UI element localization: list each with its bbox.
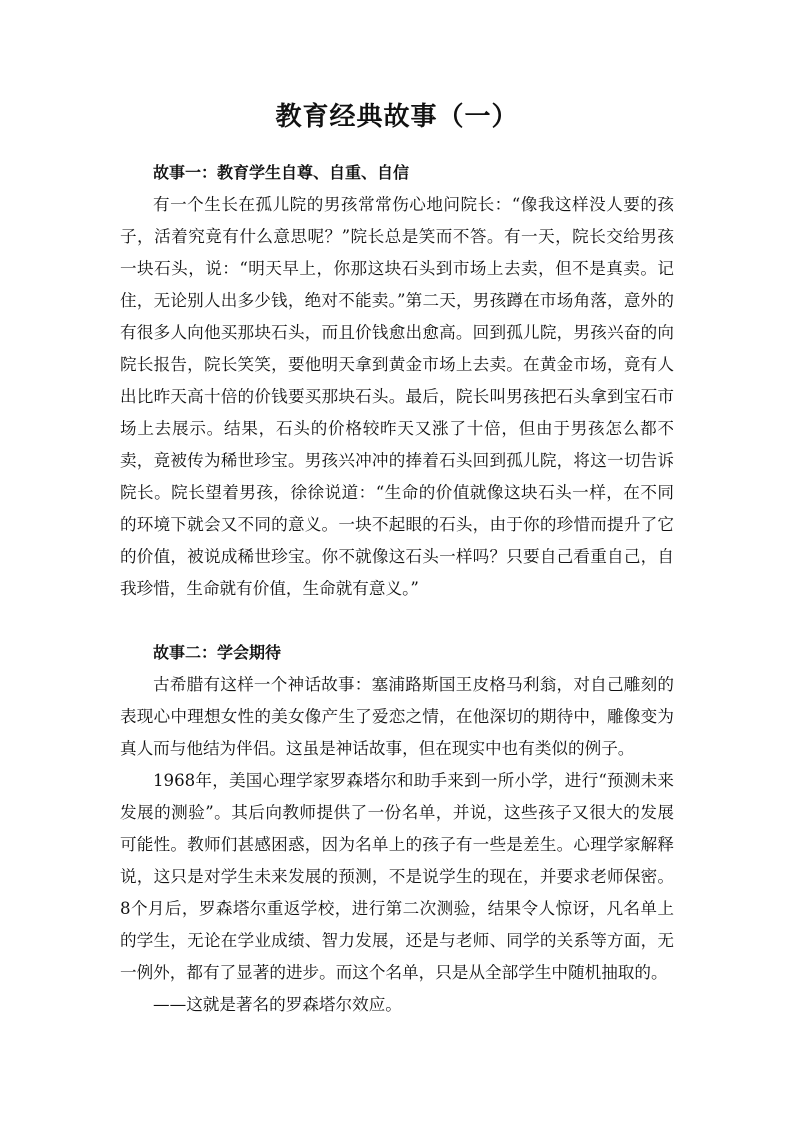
story-one-paragraph: 有一个生长在孤儿院的男孩常常伤心地问院长：“像我这样没人要的孩子，活着究竟有什么意思呢？”院长总是笑而不答。有一天，院长交给男孩一块石头，说：“明天早上，你那这块石头到市场上去卖，但不是真卖。记住，无论别人出多少钱，绝对不能卖。”第二天，男孩蹲在市场角落，意外的有很多人向他买那块石头，而且价钱愈出愈高。回到孤儿院，男孩兴奋的向院长报告，院长笑笑，要他明天拿到黄金市场上去卖。在黄金市场，竟有人出比昨天高十倍的价钱要买那块石头。最后，院长叫男孩把石头拿到宝石市场上去展示。结果，石头的价格较昨天又涨了十倍，但由于男孩怎么都不卖，竟被传为稀世珍宝。男孩兴冲冲的捧着石头回到孤儿院，将这一切告诉院长。院长望着男孩，徐徐说道：“生命的价值就像这块石头一样，在不同的环境下就会又不同的意义。一块不起眼的石头，由于你的珍惜而提升了它的价值，被说成稀世珍宝。你不就像这石头一样吗？只要自己看重自己，自我珍惜，生命就有价值，生命就有意义。” [120, 195, 674, 598]
section-spacer [120, 605, 674, 637]
story-two-paragraph-experiment: 1968年，美国心理学家罗森塔尔和助手来到一所小学，进行“预测未来发展的测验”。其后向教师提供了一份名单，并说，这些孩子又很大的发展可能性。教师们甚感困惑，因为名单上的孩子有一些是差生。心理学家解释说，这只是对学生未来发展的预测，不是说学生的现在，并要求老师保密。8个月后，罗森塔尔重返学校，进行第二次测验，结果令人惊讶，凡名单上的学生，无论在学业成绩、智力发展，还是与老师、同学的关系等方面，无一例外，都有了显著的进步。而这个名单，只是从全部学生中随机抽取的。 [120, 771, 674, 982]
story-two-paragraph-intro: 古希腊有这样一个神话故事：塞浦路斯国王皮格马利翁，对自己雕刻的表现心中理想女性的美女像产生了爱恋之情，在他深切的期待中，雕像变为真人而与他结为伴侣。这虽是神话故事，但在现实中也有类似的例子。 [120, 675, 674, 758]
document-body [120, 157, 674, 1021]
story-one-section [120, 157, 674, 605]
story-two-heading: 故事二：学会期待 [153, 643, 282, 662]
page-title: 教育经典故事（一） [275, 102, 519, 132]
story-two-section [120, 637, 674, 1021]
story-two-conclusion: ——这就是著名的罗森塔尔效应。 [153, 995, 402, 1014]
story-one-heading: 故事一：教育学生自尊、自重、自信 [153, 163, 410, 182]
